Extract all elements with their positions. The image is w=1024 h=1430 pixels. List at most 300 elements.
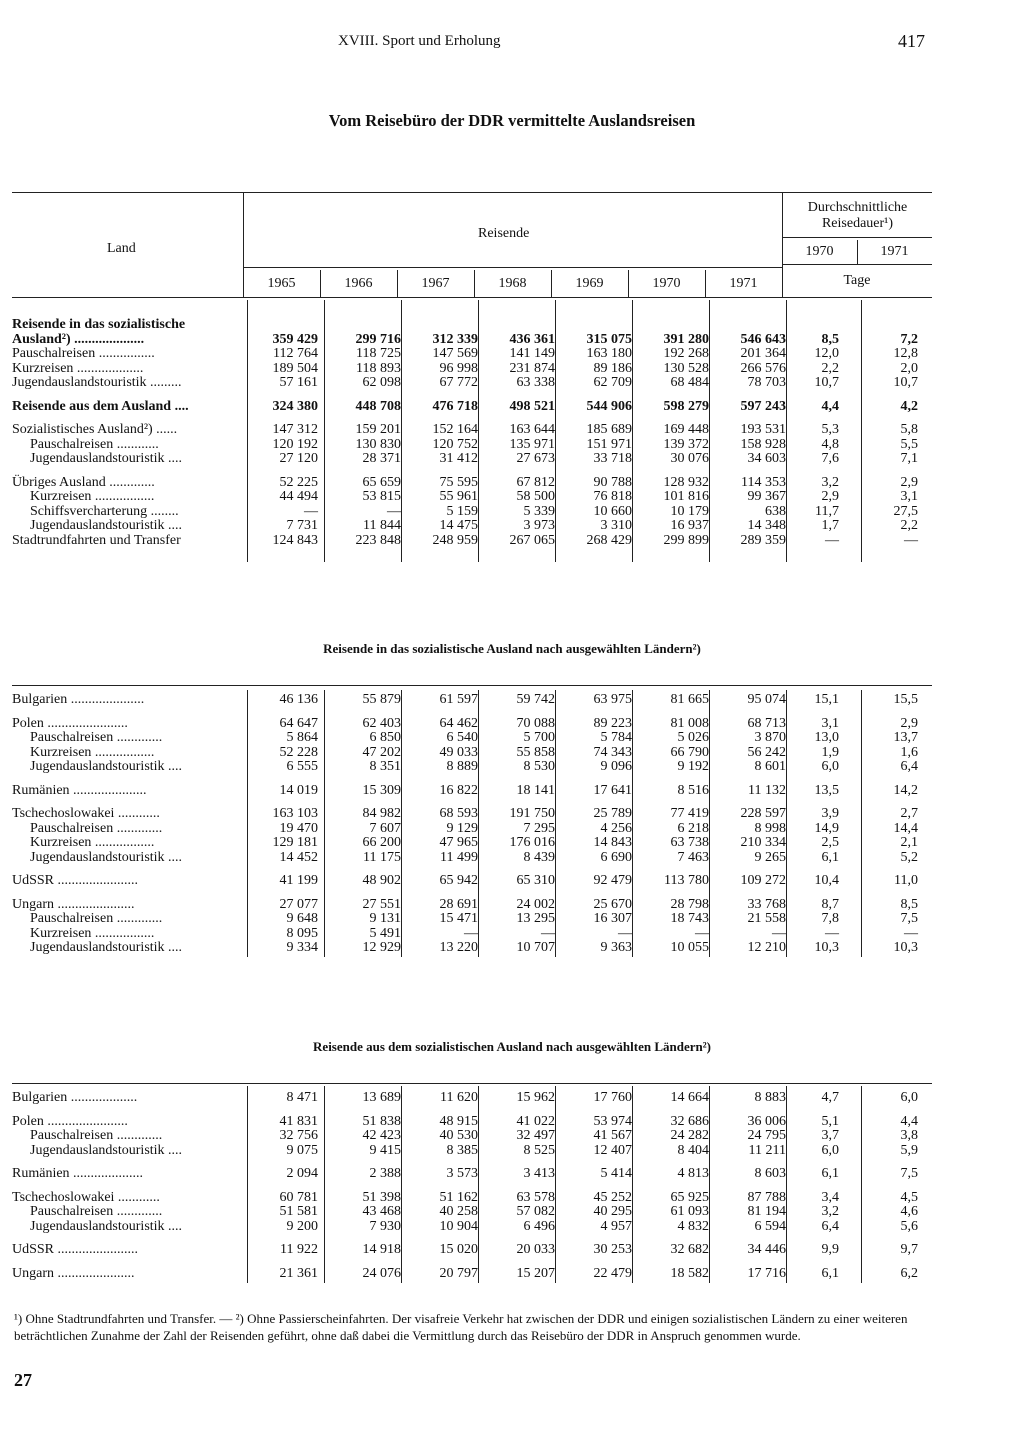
- cell-value: 6 594: [754, 1219, 786, 1234]
- cell-value: 10 055: [670, 941, 709, 955]
- cell-value: 163 103: [272, 806, 318, 821]
- cell-value: 14,9: [814, 821, 839, 836]
- cell-value: 41 022: [516, 1113, 555, 1129]
- cell-value: 192 268: [663, 347, 709, 361]
- cell-value: 51 838: [362, 1113, 401, 1129]
- cell-value: 18 141: [516, 782, 555, 798]
- cell-value: 96 998: [439, 361, 478, 376]
- cell-value: 223 848: [355, 533, 401, 548]
- cell-value: 40 295: [593, 1205, 632, 1219]
- cell-value: 3 870: [754, 731, 786, 745]
- cell-value: 32 682: [670, 1242, 709, 1257]
- cell-value: 19 470: [279, 821, 318, 836]
- cell-value: 20 797: [439, 1265, 478, 1281]
- cell-value: 8,5: [900, 896, 918, 912]
- cell-value: 1,9: [821, 745, 839, 760]
- cell-value: 53 974: [593, 1113, 632, 1129]
- row-label: Pauschalreisen ............: [30, 437, 159, 452]
- cell-value: 13,7: [893, 731, 918, 745]
- cell-value: 2,1: [900, 836, 918, 850]
- cell-value: 191 750: [509, 806, 555, 821]
- cell-value: 76 818: [593, 490, 632, 504]
- cell-value: 27 551: [362, 896, 401, 912]
- cell-value: 14 452: [279, 850, 318, 865]
- cell-value: 6,0: [821, 1143, 839, 1158]
- cell-value: [786, 318, 861, 333]
- cell-value: 28 371: [362, 452, 401, 466]
- cell-value: 7 295: [523, 821, 555, 836]
- cell-value: 13 689: [362, 1091, 401, 1105]
- cell-value: 53 815: [362, 490, 401, 504]
- cell-value: —: [387, 504, 401, 519]
- column-divider: [247, 300, 248, 562]
- cell-value: 8 601: [754, 760, 786, 774]
- cell-value: 248 959: [432, 533, 478, 548]
- cell-value: 21 361: [279, 1265, 318, 1281]
- page-footer-number: 27: [14, 1370, 32, 1390]
- cell-value: 3 413: [523, 1166, 555, 1181]
- table-row: [12, 889, 936, 913]
- cell-value: 32 686: [670, 1113, 709, 1129]
- cell-value: 15 020: [439, 1242, 478, 1257]
- cell-value: 65 925: [670, 1189, 709, 1205]
- cell-value: 15,1: [814, 693, 839, 707]
- table-row: [12, 376, 936, 391]
- cell-value: 7,8: [821, 912, 839, 926]
- cell-value: 130 830: [355, 437, 401, 452]
- cell-value: 12 210: [747, 941, 786, 955]
- cell-value: 14 348: [747, 519, 786, 533]
- cell-value: 2,9: [900, 474, 918, 490]
- cell-value: 89 186: [593, 361, 632, 376]
- header-land: Land: [107, 241, 136, 256]
- cell-value: 8 883: [754, 1091, 786, 1105]
- row-label: Pauschalreisen .............: [30, 731, 163, 745]
- table-row: [12, 912, 936, 927]
- cell-value: [555, 318, 632, 333]
- cell-value: 6,1: [821, 1265, 839, 1281]
- cell-value: 7 607: [369, 821, 401, 836]
- column-divider: [709, 300, 710, 562]
- cell-value: 5,9: [900, 1143, 918, 1158]
- cell-value: 2,9: [821, 490, 839, 504]
- cell-value: 3 973: [523, 519, 555, 533]
- row-label: Jugendauslandstouristik ....: [30, 1143, 183, 1158]
- cell-value: 9 192: [677, 760, 709, 774]
- cell-value: 41 567: [593, 1129, 632, 1143]
- cell-value: 476 718: [432, 398, 478, 414]
- table-row: [12, 414, 936, 438]
- cell-value: 4 832: [677, 1219, 709, 1234]
- cell-value: 6,1: [821, 850, 839, 865]
- cell-value: 14 843: [593, 836, 632, 850]
- header-tage: Tage: [843, 273, 871, 288]
- cell-value: 3 310: [600, 519, 632, 533]
- cell-value: 24 795: [747, 1129, 786, 1143]
- cell-value: 27 673: [516, 452, 555, 466]
- cell-value: 21 558: [747, 912, 786, 926]
- cell-value: —: [825, 926, 839, 941]
- cell-value: 24 282: [670, 1129, 709, 1143]
- footnote: ¹) Ohne Stadtrundfahrten und Transfer. — ²) Ohne Passierscheinfahrten. Der visafreie Verkehr hat zwischen der DDR und einigen sozialistischen Ländern zu einer weiteren beträchtlichen Zunahme der Zahl der Reisenden geführt, ohne daß dabei die Vermittlung durch das Reisebüro der DDR in Anspruch genommen wurde.: [14, 1311, 908, 1343]
- column-divider: [401, 1086, 402, 1283]
- cell-value: 3,9: [821, 806, 839, 821]
- cell-value: 152 164: [432, 422, 478, 437]
- cell-value: 12 929: [362, 941, 401, 955]
- row-label: Ausland²) ....................: [12, 332, 145, 347]
- table-row: [12, 347, 936, 362]
- cell-value: 63 975: [593, 693, 632, 707]
- cell-value: 43 468: [362, 1205, 401, 1219]
- cell-value: 10 904: [439, 1219, 478, 1234]
- cell-value: —: [772, 926, 786, 941]
- cell-value: 87 788: [747, 1189, 786, 1205]
- cell-value: —: [541, 926, 555, 941]
- cell-value: 597 243: [740, 398, 786, 414]
- cell-value: 8 385: [446, 1143, 478, 1158]
- row-label: Jugendauslandstouristik ....: [30, 760, 183, 774]
- cell-value: 2,5: [821, 836, 839, 850]
- cell-value: 9,9: [821, 1242, 839, 1257]
- cell-value: 2 388: [369, 1166, 401, 1181]
- table-row: [12, 519, 936, 534]
- cell-value: —: [695, 926, 709, 941]
- cell-value: 9 363: [600, 941, 632, 955]
- cell-value: 5,3: [821, 422, 839, 437]
- cell-value: 8 998: [754, 821, 786, 836]
- cell-value: 66 790: [670, 745, 709, 760]
- cell-value: 11,0: [894, 873, 918, 888]
- table-top-rule: [12, 192, 932, 193]
- table-row: [12, 851, 936, 866]
- cell-value: 33 768: [747, 896, 786, 912]
- cell-value: 61 597: [439, 693, 478, 707]
- cell-value: 101 816: [663, 490, 709, 504]
- cell-value: 81 194: [747, 1205, 786, 1219]
- cell-value: 10,7: [814, 376, 839, 390]
- column-divider: [861, 300, 862, 562]
- cell-value: 14 475: [439, 519, 478, 533]
- row-label: Sozialistisches Ausland²) ......: [12, 422, 178, 437]
- column-divider: [555, 300, 556, 562]
- cell-value: 9 648: [286, 912, 318, 926]
- cell-value: 63 738: [670, 836, 709, 850]
- cell-value: 9 096: [600, 760, 632, 774]
- cell-value: 75 595: [439, 474, 478, 490]
- cell-value: 5 491: [369, 926, 401, 941]
- cell-value: 3,7: [821, 1129, 839, 1143]
- cell-value: 8,5: [821, 332, 839, 347]
- cell-value: 114 353: [741, 474, 786, 490]
- cell-value: 2,0: [900, 361, 918, 376]
- cell-value: —: [464, 926, 478, 941]
- cell-value: 58 500: [516, 490, 555, 504]
- cell-value: 47 202: [362, 745, 401, 760]
- row-label: Ungarn ......................: [12, 896, 135, 912]
- row-label: Schiffsvercharterung ........: [30, 504, 179, 519]
- cell-value: 312 339: [432, 332, 478, 347]
- cell-value: 6 496: [523, 1219, 555, 1234]
- table-row: [12, 1258, 936, 1282]
- column-divider: [632, 1086, 633, 1283]
- cell-value: 81 665: [670, 693, 709, 707]
- table-row: [12, 1205, 936, 1220]
- table-row: [12, 362, 936, 377]
- table-head-rule: [12, 297, 932, 298]
- cell-value: 120 192: [272, 437, 318, 452]
- column-divider: [786, 690, 787, 957]
- cell-value: 210 334: [740, 836, 786, 850]
- cell-value: 89 223: [593, 715, 632, 731]
- cell-value: 16 307: [593, 912, 632, 926]
- cell-value: 32 756: [279, 1129, 318, 1143]
- cell-value: 5 026: [677, 731, 709, 745]
- cell-value: 28 798: [670, 896, 709, 912]
- cell-value: 11 620: [440, 1091, 478, 1105]
- cell-value: 3,8: [900, 1129, 918, 1143]
- cell-value: 64 647: [279, 715, 318, 731]
- cell-value: 13 220: [439, 941, 478, 955]
- cell-value: 10,4: [814, 873, 839, 888]
- cell-value: 4,4: [900, 1113, 918, 1129]
- row-label: Tschechoslowakei ............: [12, 1189, 160, 1205]
- header-year-1967: 1967: [421, 276, 450, 291]
- cell-value: 13,0: [814, 731, 839, 745]
- cell-value: 267 065: [509, 533, 555, 548]
- cell-value: 7,5: [900, 912, 918, 926]
- cell-value: 65 659: [362, 474, 401, 490]
- cell-value: 185 689: [586, 422, 632, 437]
- cell-value: 9 131: [369, 912, 401, 926]
- row-label: Jugendauslandstouristik ....: [30, 850, 183, 865]
- row-label: Kurzreisen .................: [30, 745, 155, 760]
- cell-value: 598 279: [663, 398, 709, 414]
- header-year-1968: 1968: [498, 276, 527, 291]
- cell-value: 448 708: [355, 398, 401, 414]
- page-number: 417: [898, 31, 925, 51]
- column-divider: [632, 690, 633, 957]
- cell-value: 159 201: [355, 422, 401, 437]
- column-divider: [786, 1086, 787, 1283]
- cell-value: [861, 318, 936, 333]
- cell-value: 8 516: [677, 782, 709, 798]
- table1-body: [12, 318, 936, 548]
- cell-value: 55 961: [439, 490, 478, 504]
- cell-value: 28 691: [439, 896, 478, 912]
- cell-value: 47 965: [439, 836, 478, 850]
- cell-value: 65 310: [516, 873, 555, 888]
- cell-value: —: [825, 533, 839, 548]
- table-row: [12, 708, 936, 732]
- cell-value: 141 149: [509, 347, 555, 361]
- column-divider: [401, 690, 402, 957]
- section3-table: [12, 1091, 936, 1281]
- cell-value: 74 343: [593, 745, 632, 760]
- table-row: [12, 865, 936, 889]
- cell-value: 7,6: [821, 452, 839, 466]
- cell-value: 6,2: [900, 1265, 918, 1281]
- cell-value: 13 295: [516, 912, 555, 926]
- table-row: [12, 1234, 936, 1258]
- column-divider: [786, 300, 787, 562]
- cell-value: 1,6: [900, 745, 918, 760]
- cell-value: 11 922: [280, 1242, 318, 1257]
- cell-value: 44 494: [279, 490, 318, 504]
- cell-value: 61 093: [670, 1205, 709, 1219]
- cell-value: 7,5: [900, 1166, 918, 1181]
- cell-value: 42 423: [362, 1129, 401, 1143]
- table-row: [12, 1220, 936, 1235]
- cell-value: 15 207: [516, 1265, 555, 1281]
- header-reisedauer: Durchschnittliche Reisedauer¹): [807, 200, 908, 231]
- row-label: Übriges Ausland .............: [12, 474, 155, 490]
- cell-value: 391 280: [663, 332, 709, 347]
- cell-value: 139 372: [663, 437, 709, 452]
- cell-value: 2,9: [900, 715, 918, 731]
- cell-value: 15,5: [893, 693, 918, 707]
- cell-value: 84 982: [362, 806, 401, 821]
- cell-value: 3,2: [821, 1205, 839, 1219]
- cell-value: 118 725: [356, 347, 401, 361]
- row-label: Jugendauslandstouristik ....: [30, 941, 183, 955]
- cell-value: —: [304, 504, 318, 519]
- table-row: [12, 746, 936, 761]
- header-year-1966: 1966: [344, 276, 373, 291]
- cell-value: 66 200: [362, 836, 401, 850]
- cell-value: 14,4: [893, 821, 918, 836]
- table-row: [12, 731, 936, 746]
- table-row: [12, 1106, 936, 1130]
- cell-value: 68 484: [670, 376, 709, 390]
- cell-value: 6 850: [369, 731, 401, 745]
- cell-value: 6,0: [900, 1091, 918, 1105]
- column-divider: [555, 690, 556, 957]
- header-reisende: Reisende: [478, 226, 530, 241]
- cell-value: 5 864: [286, 731, 318, 745]
- cell-value: 57 161: [279, 376, 318, 390]
- cell-value: 315 075: [586, 332, 632, 347]
- cell-value: 299 899: [663, 533, 709, 548]
- cell-value: 51 162: [439, 1189, 478, 1205]
- cell-value: 3,4: [821, 1189, 839, 1205]
- cell-value: 17 760: [593, 1091, 632, 1105]
- cell-value: 20 033: [516, 1242, 555, 1257]
- table-row: [12, 1144, 936, 1159]
- cell-value: 56 242: [747, 745, 786, 760]
- cell-value: 147 312: [272, 422, 318, 437]
- cell-value: 189 504: [272, 361, 318, 376]
- row-label: Jugendauslandstouristik ....: [30, 1219, 183, 1234]
- cell-value: 8 439: [523, 850, 555, 865]
- cell-value: 8 530: [523, 760, 555, 774]
- cell-value: 2 094: [286, 1166, 318, 1181]
- cell-value: 11 211: [748, 1143, 786, 1158]
- cell-value: 151 971: [586, 437, 632, 452]
- cell-value: 55 879: [362, 693, 401, 707]
- cell-value: 6,4: [821, 1219, 839, 1234]
- cell-value: 268 429: [586, 533, 632, 548]
- cell-value: 4,8: [821, 437, 839, 452]
- cell-value: 27,5: [893, 504, 918, 519]
- cell-value: 8 889: [446, 760, 478, 774]
- table-row: [12, 333, 936, 348]
- column-divider: [709, 1086, 710, 1283]
- cell-value: 6 218: [677, 821, 709, 836]
- header-year-1965: 1965: [267, 276, 296, 291]
- cell-value: 11 175: [363, 850, 401, 865]
- cell-value: 3,1: [821, 715, 839, 731]
- table-row: [12, 452, 936, 467]
- cell-value: 129 181: [272, 836, 318, 850]
- cell-value: 436 361: [509, 332, 555, 347]
- cell-value: 95 074: [747, 693, 786, 707]
- cell-value: 15 962: [516, 1091, 555, 1105]
- cell-value: [632, 318, 709, 333]
- cell-value: 18 582: [670, 1265, 709, 1281]
- cell-value: 62 098: [362, 376, 401, 390]
- cell-value: —: [904, 533, 918, 548]
- dauer-years-bottom-rule: [782, 264, 932, 265]
- cell-value: 25 789: [593, 806, 632, 821]
- cell-value: [324, 318, 401, 333]
- cell-value: [401, 318, 478, 333]
- cell-value: 6,1: [821, 1166, 839, 1181]
- cell-value: 41 199: [279, 873, 318, 888]
- section3-title: Reisende aus dem sozialistischen Ausland nach ausgewählten Ländern²): [313, 1039, 711, 1054]
- header-year-1969: 1969: [575, 276, 604, 291]
- cell-value: 6 540: [446, 731, 478, 745]
- cell-value: 266 576: [740, 361, 786, 376]
- column-divider: [401, 300, 402, 562]
- cell-value: 128 932: [663, 474, 709, 490]
- cell-value: 3,2: [821, 474, 839, 490]
- section3-top-rule: [12, 1083, 932, 1084]
- section2-table: [12, 693, 936, 956]
- row-label: Bulgarien .....................: [12, 693, 145, 707]
- cell-value: 8 095: [286, 926, 318, 941]
- cell-value: 59 742: [516, 693, 555, 707]
- header-dauer-year-1970: 1970: [805, 244, 834, 259]
- column-divider: [478, 1086, 479, 1283]
- cell-value: 10 660: [593, 504, 632, 519]
- column-divider: [478, 300, 479, 562]
- years-top-rule: [243, 267, 782, 268]
- cell-value: 4 813: [677, 1166, 709, 1181]
- running-header-section: XVIII. Sport und Erholung: [338, 33, 501, 49]
- table-row: [12, 760, 936, 775]
- row-label: Jugendauslandstouristik ....: [30, 519, 183, 533]
- cell-value: 41 831: [279, 1113, 318, 1129]
- cell-value: 4 957: [600, 1219, 632, 1234]
- cell-value: 63 578: [516, 1189, 555, 1205]
- cell-value: 9 265: [754, 850, 786, 865]
- cell-value: 51 398: [362, 1189, 401, 1205]
- cell-value: 11,7: [815, 504, 839, 519]
- cell-value: 4,7: [821, 1091, 839, 1105]
- cell-value: 8 471: [286, 1091, 318, 1105]
- dauer-years-top-rule: [782, 237, 932, 238]
- row-label: UdSSR .......................: [12, 873, 139, 888]
- cell-value: 8 525: [523, 1143, 555, 1158]
- cell-value: 52 228: [279, 745, 318, 760]
- table-row: [12, 534, 936, 549]
- cell-value: 8 603: [754, 1166, 786, 1181]
- document-title: Vom Reisebüro der DDR vermittelte Auslandsreisen: [328, 111, 696, 130]
- cell-value: 5,8: [900, 422, 918, 437]
- table-row: [12, 1182, 936, 1206]
- cell-value: 201 364: [740, 347, 786, 361]
- cell-value: 49 033: [439, 745, 478, 760]
